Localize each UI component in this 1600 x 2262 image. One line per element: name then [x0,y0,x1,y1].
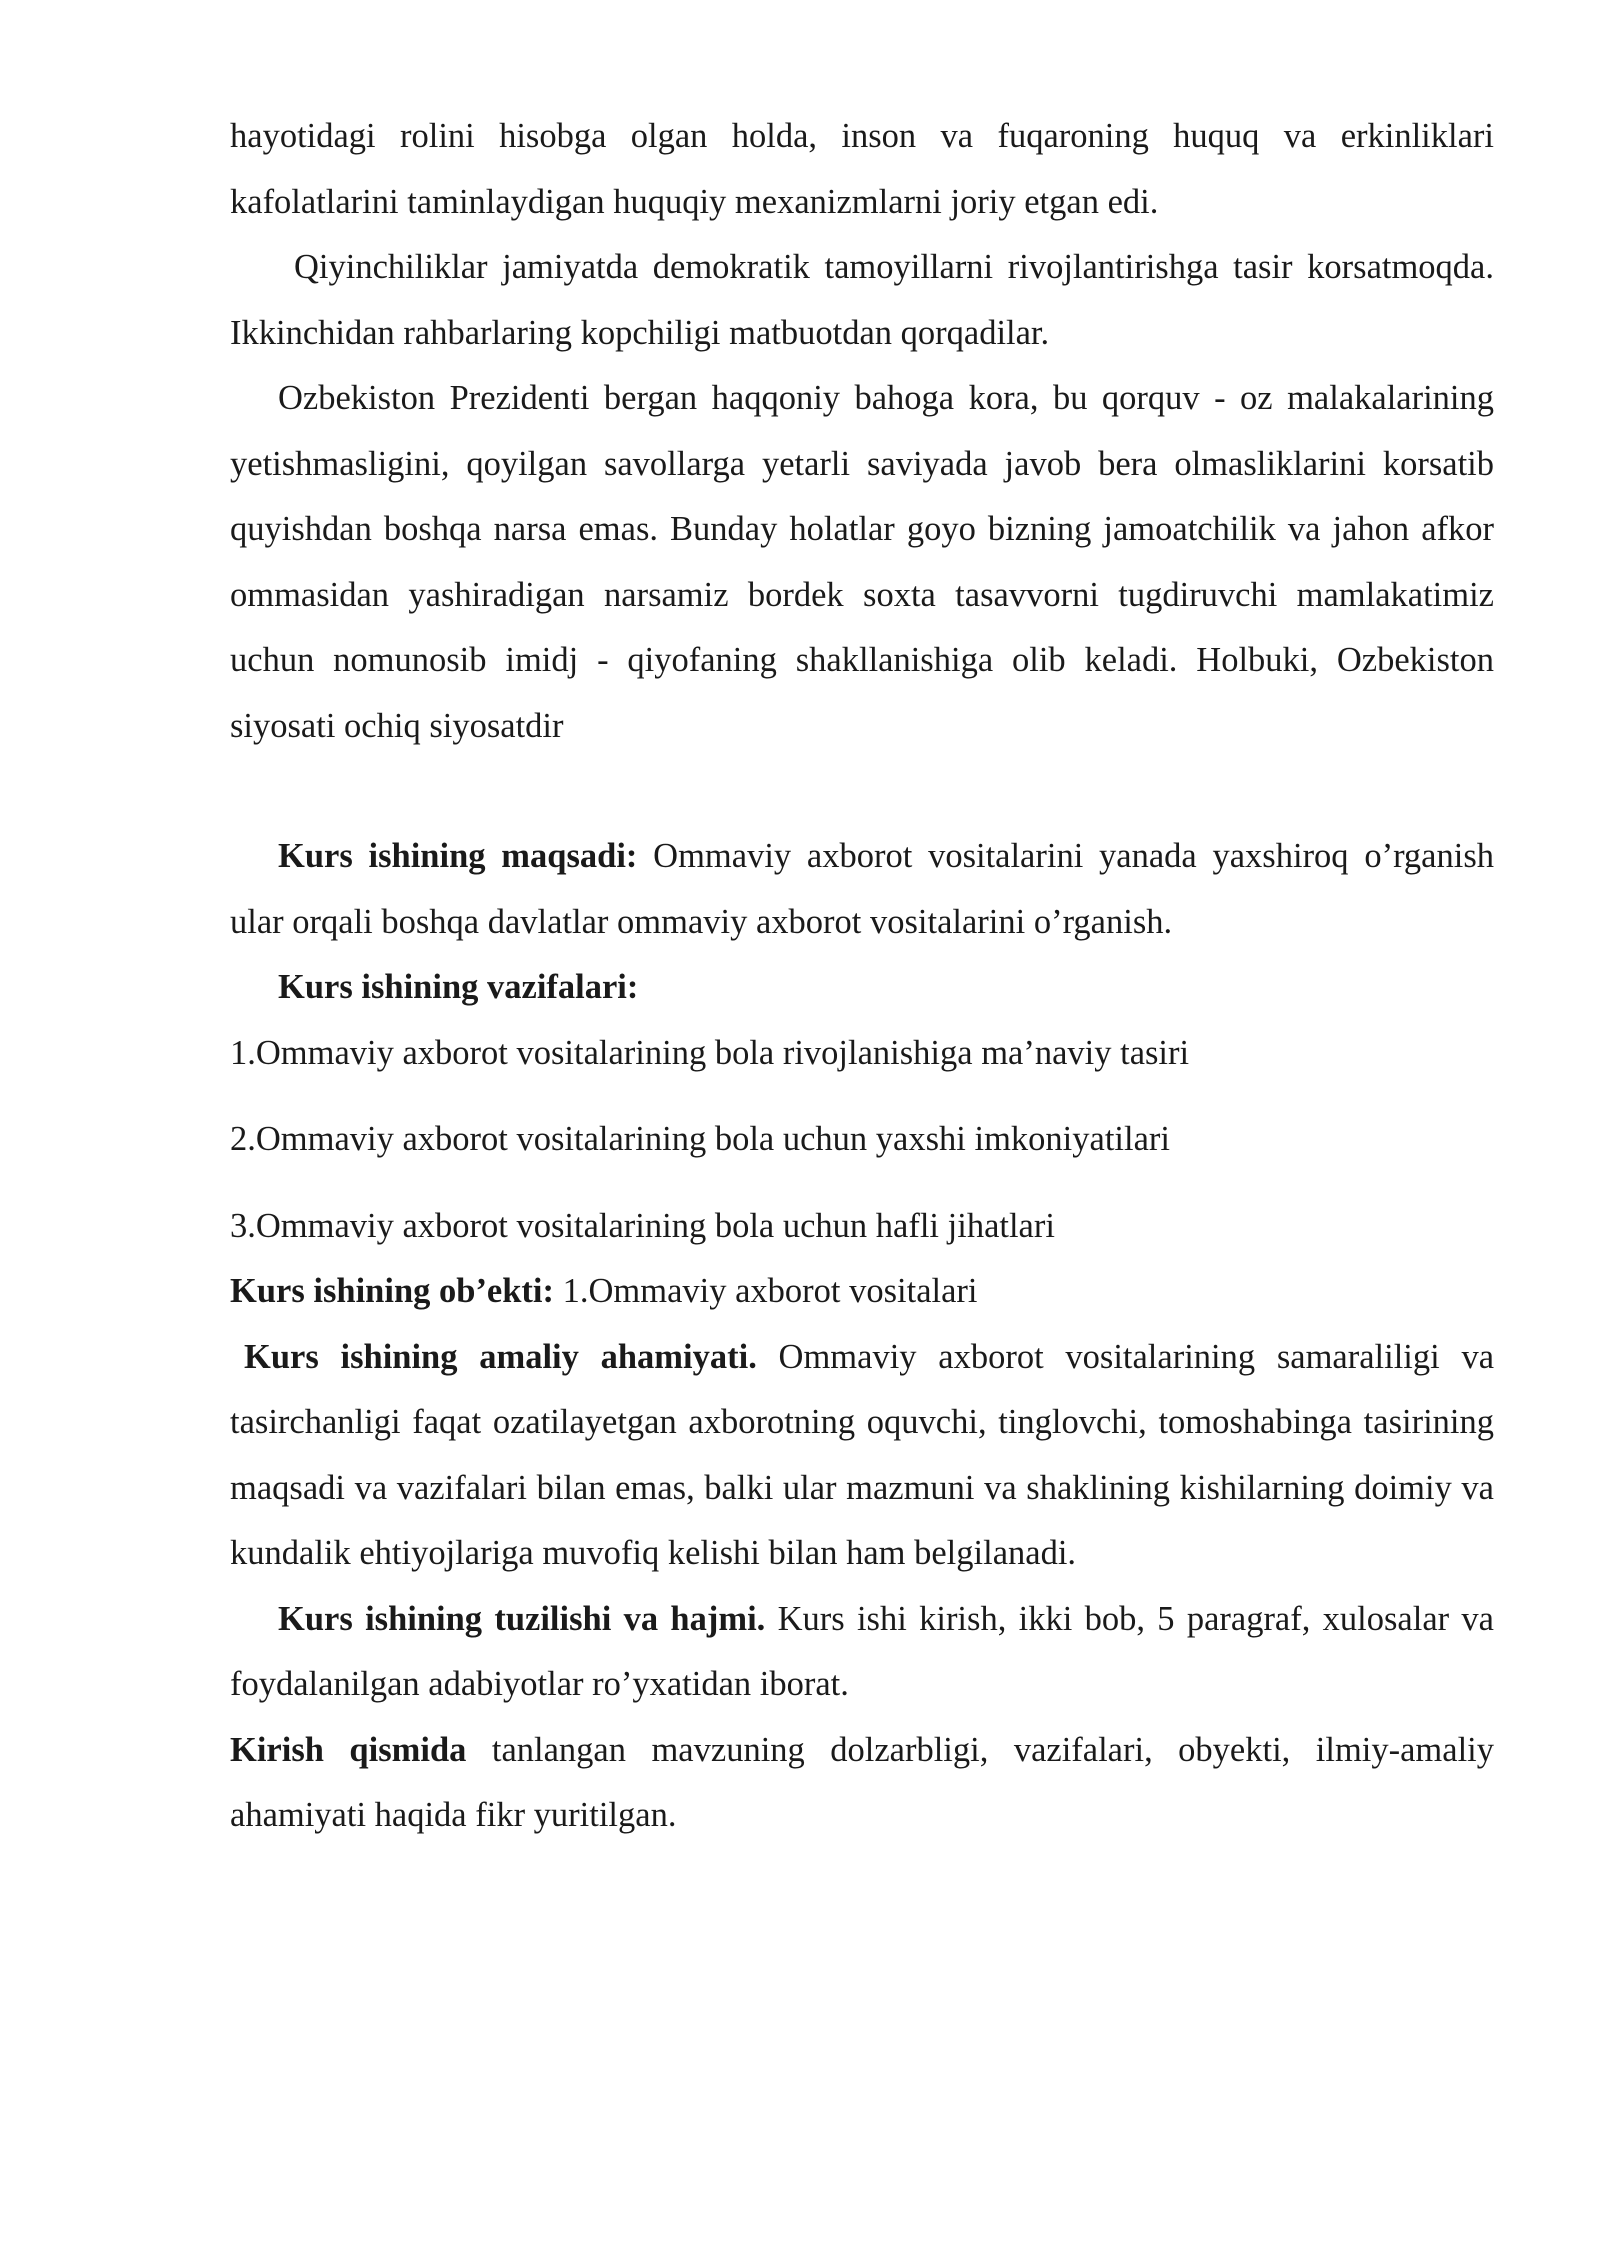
paragraph-structure [230,1587,1494,1718]
object-label: Kurs ishining ob’ekti: [230,1272,554,1310]
paragraph-introduction [230,1718,1494,1849]
task-item-3: 3.Ommaviy axborot vositalarining bola uchun hafli jihatlari [230,1206,1055,1245]
introduction-label: Kirish qismida [230,1730,467,1769]
paragraph-object [230,1259,1494,1325]
goal-label: Kurs ishining maqsadi: [278,837,638,875]
object-text: 1.Ommaviy axborot vositalari [554,1272,978,1310]
tasks-heading [230,955,1494,1021]
document-body [230,104,1494,1849]
paragraph-difficulties: Qiyinchiliklar jamiyatda demokratik tamoyillarni rivojlantirishga tasir korsatmoqda. Ikkinchidan rahbarlaring kopchiligi matbuotdan qorqadilar. [230,248,1494,352]
paragraph-goal [230,824,1494,955]
practical-label: Kurs ishining amaliy ahamiyati. [244,1337,757,1376]
task-item-2: 2.Ommaviy axborot vositalarining bola uchun yaxshi imkoniyatilari [230,1120,1170,1158]
practical-text: Ommaviy axborot vositalarining samaraliligi va tasirchanligi faqat ozatilayetgan axborotning oquvchi, tinglovchi, tomoshabinga tasirining maqsadi va vazifalari bilan emas, balki ular mazmuni va shaklining kishilarning doimiy va kundalik ehtiyojlariga muvofiq kelishi bilan ham belgilanadi. [230,1337,1495,1572]
task-item-1: 1.Ommaviy axborot vositalarining bola rivojlanishiga ma’naviy tasiri [230,1033,1190,1072]
paragraph-intro: hayotidagi rolini hisobga olgan holda, inson va fuqaroning huquq va erkinliklari kafolatlarini taminlaydigan huquqiy mexanizmlarni joriy etgan edi. [230,117,1494,221]
structure-label: Kurs ishining tuzilishi va hajmi. [278,1599,766,1638]
introduction-text: tanlangan mavzuning dolzarbligi, vazifalari, obyekti, ilmiy-amaliy ahamiyati haqida fikr yuritilgan. [230,1730,1494,1834]
tasks-label: Kurs ishining vazifalari: [278,968,639,1006]
paragraph-practical [230,1325,1494,1587]
goal-text: Ommaviy axborot vositalarini yanada yaxshiroq o’rganish ular orqali boshqa davlatlar ommaviy axborot vositalarini o’rganish. [230,837,1495,941]
paragraph-president: Ozbekiston Prezidenti bergan haqqoniy bahoga kora, bu qorquv - oz malakalarining yetishmasligini, qoyilgan savollarga yetarli saviyada javob bera olmasliklarini korsatib quyishdan boshqa narsa emas. Bunday holatlar goyo bizning jamoatchilik va jahon afkor ommasidan yashiradigan narsamiz bordek soxta tasavvorni tugdiruvchi mamlakatimiz uchun nomunosib imidj - qiyofaning shakllanishiga olib keladi. Holbuki, Ozbekiston siyosati ochiq siyosatdir [230,379,1494,745]
structure-text: Kurs ishi kirish, ikki bob, 5 paragraf, xulosalar va foydalanilgan adabiyotlar ro’yxatidan iborat. [230,1599,1494,1703]
